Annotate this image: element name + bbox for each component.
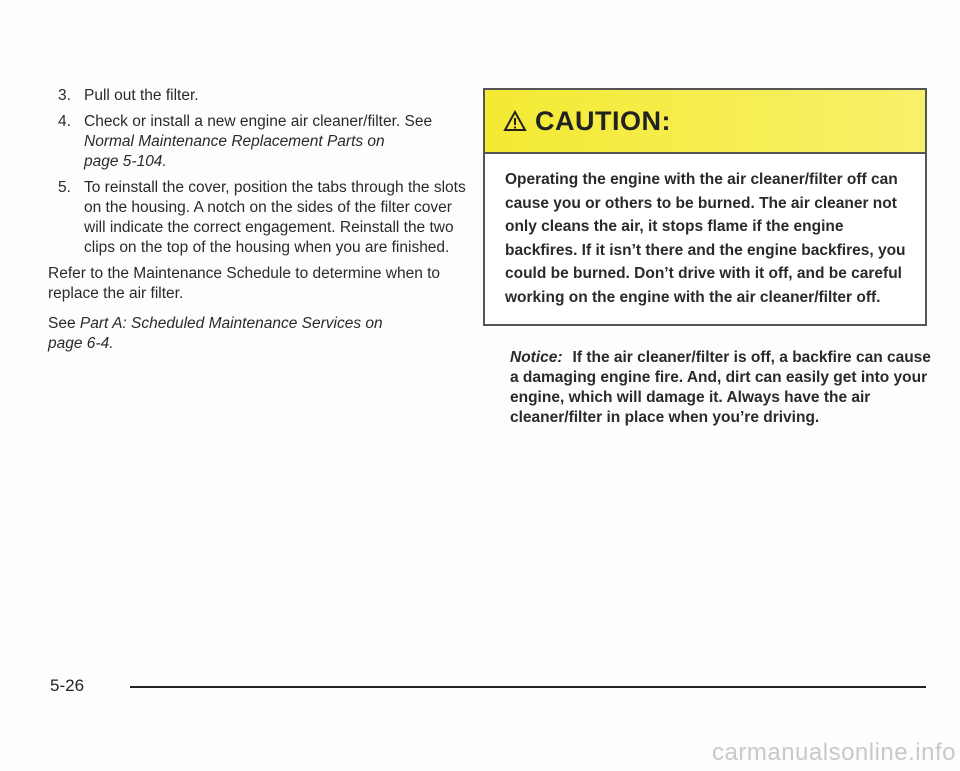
caution-text: Operating the engine with the air cleaner/filter off can cause you or others to be burned. The air cleaner not only cleans the air, it stops flame if the engine backfires. If it isn’t there and the engine backfires, you could be burned. Don’t drive with it off, and be careful working on the engine with the air cleaner/filter off. [505, 171, 906, 306]
step-number: 4. [58, 113, 71, 130]
caution-title: CAUTION: [535, 105, 671, 136]
cross-reference-page: page 6-4. [48, 335, 114, 352]
caution-header [485, 90, 925, 154]
step-number: 5. [58, 179, 71, 196]
instructions-column [48, 86, 473, 364]
step-item [48, 178, 473, 258]
see-prefix: See [48, 315, 76, 332]
step-item [48, 112, 473, 172]
step-number: 3. [58, 87, 71, 104]
cross-reference: Normal Maintenance Replacement Parts on [84, 133, 385, 150]
page-number: 5-26 [50, 676, 85, 695]
notice-paragraph [510, 348, 935, 428]
notice-label: Notice: [510, 349, 563, 366]
notice-text: If the air cleaner/filter is off, a backfire can cause a damaging engine fire. And, dirt can easily get into your engine, which will damage it. Always have the air cleaner/filter in place when you’re driving. [510, 349, 931, 426]
step-text: Pull out the filter. [84, 87, 199, 104]
caution-box [483, 88, 927, 326]
step-text: Check or install a new engine air cleaner/filter. See [84, 113, 433, 130]
step-text: To reinstall the cover, position the tabs through the slots on the housing. A notch on the sides of the filter cover will indicate the correct engagement. Reinstall the two clips on the top of the housing when you are finished. [84, 179, 466, 256]
step-item [48, 86, 473, 106]
step-list [48, 86, 473, 258]
warning-triangle-icon [503, 110, 527, 132]
cross-reference-page: page 5-104. [84, 153, 167, 170]
cross-reference: Part A: Scheduled Maintenance Services on [79, 315, 383, 332]
refer-paragraph: Refer to the Maintenance Schedule to determine when to replace the air filter. [48, 265, 441, 302]
watermark: carmanualsonline.info [712, 739, 956, 766]
footer-rule [130, 686, 926, 688]
see-paragraph [48, 314, 473, 354]
